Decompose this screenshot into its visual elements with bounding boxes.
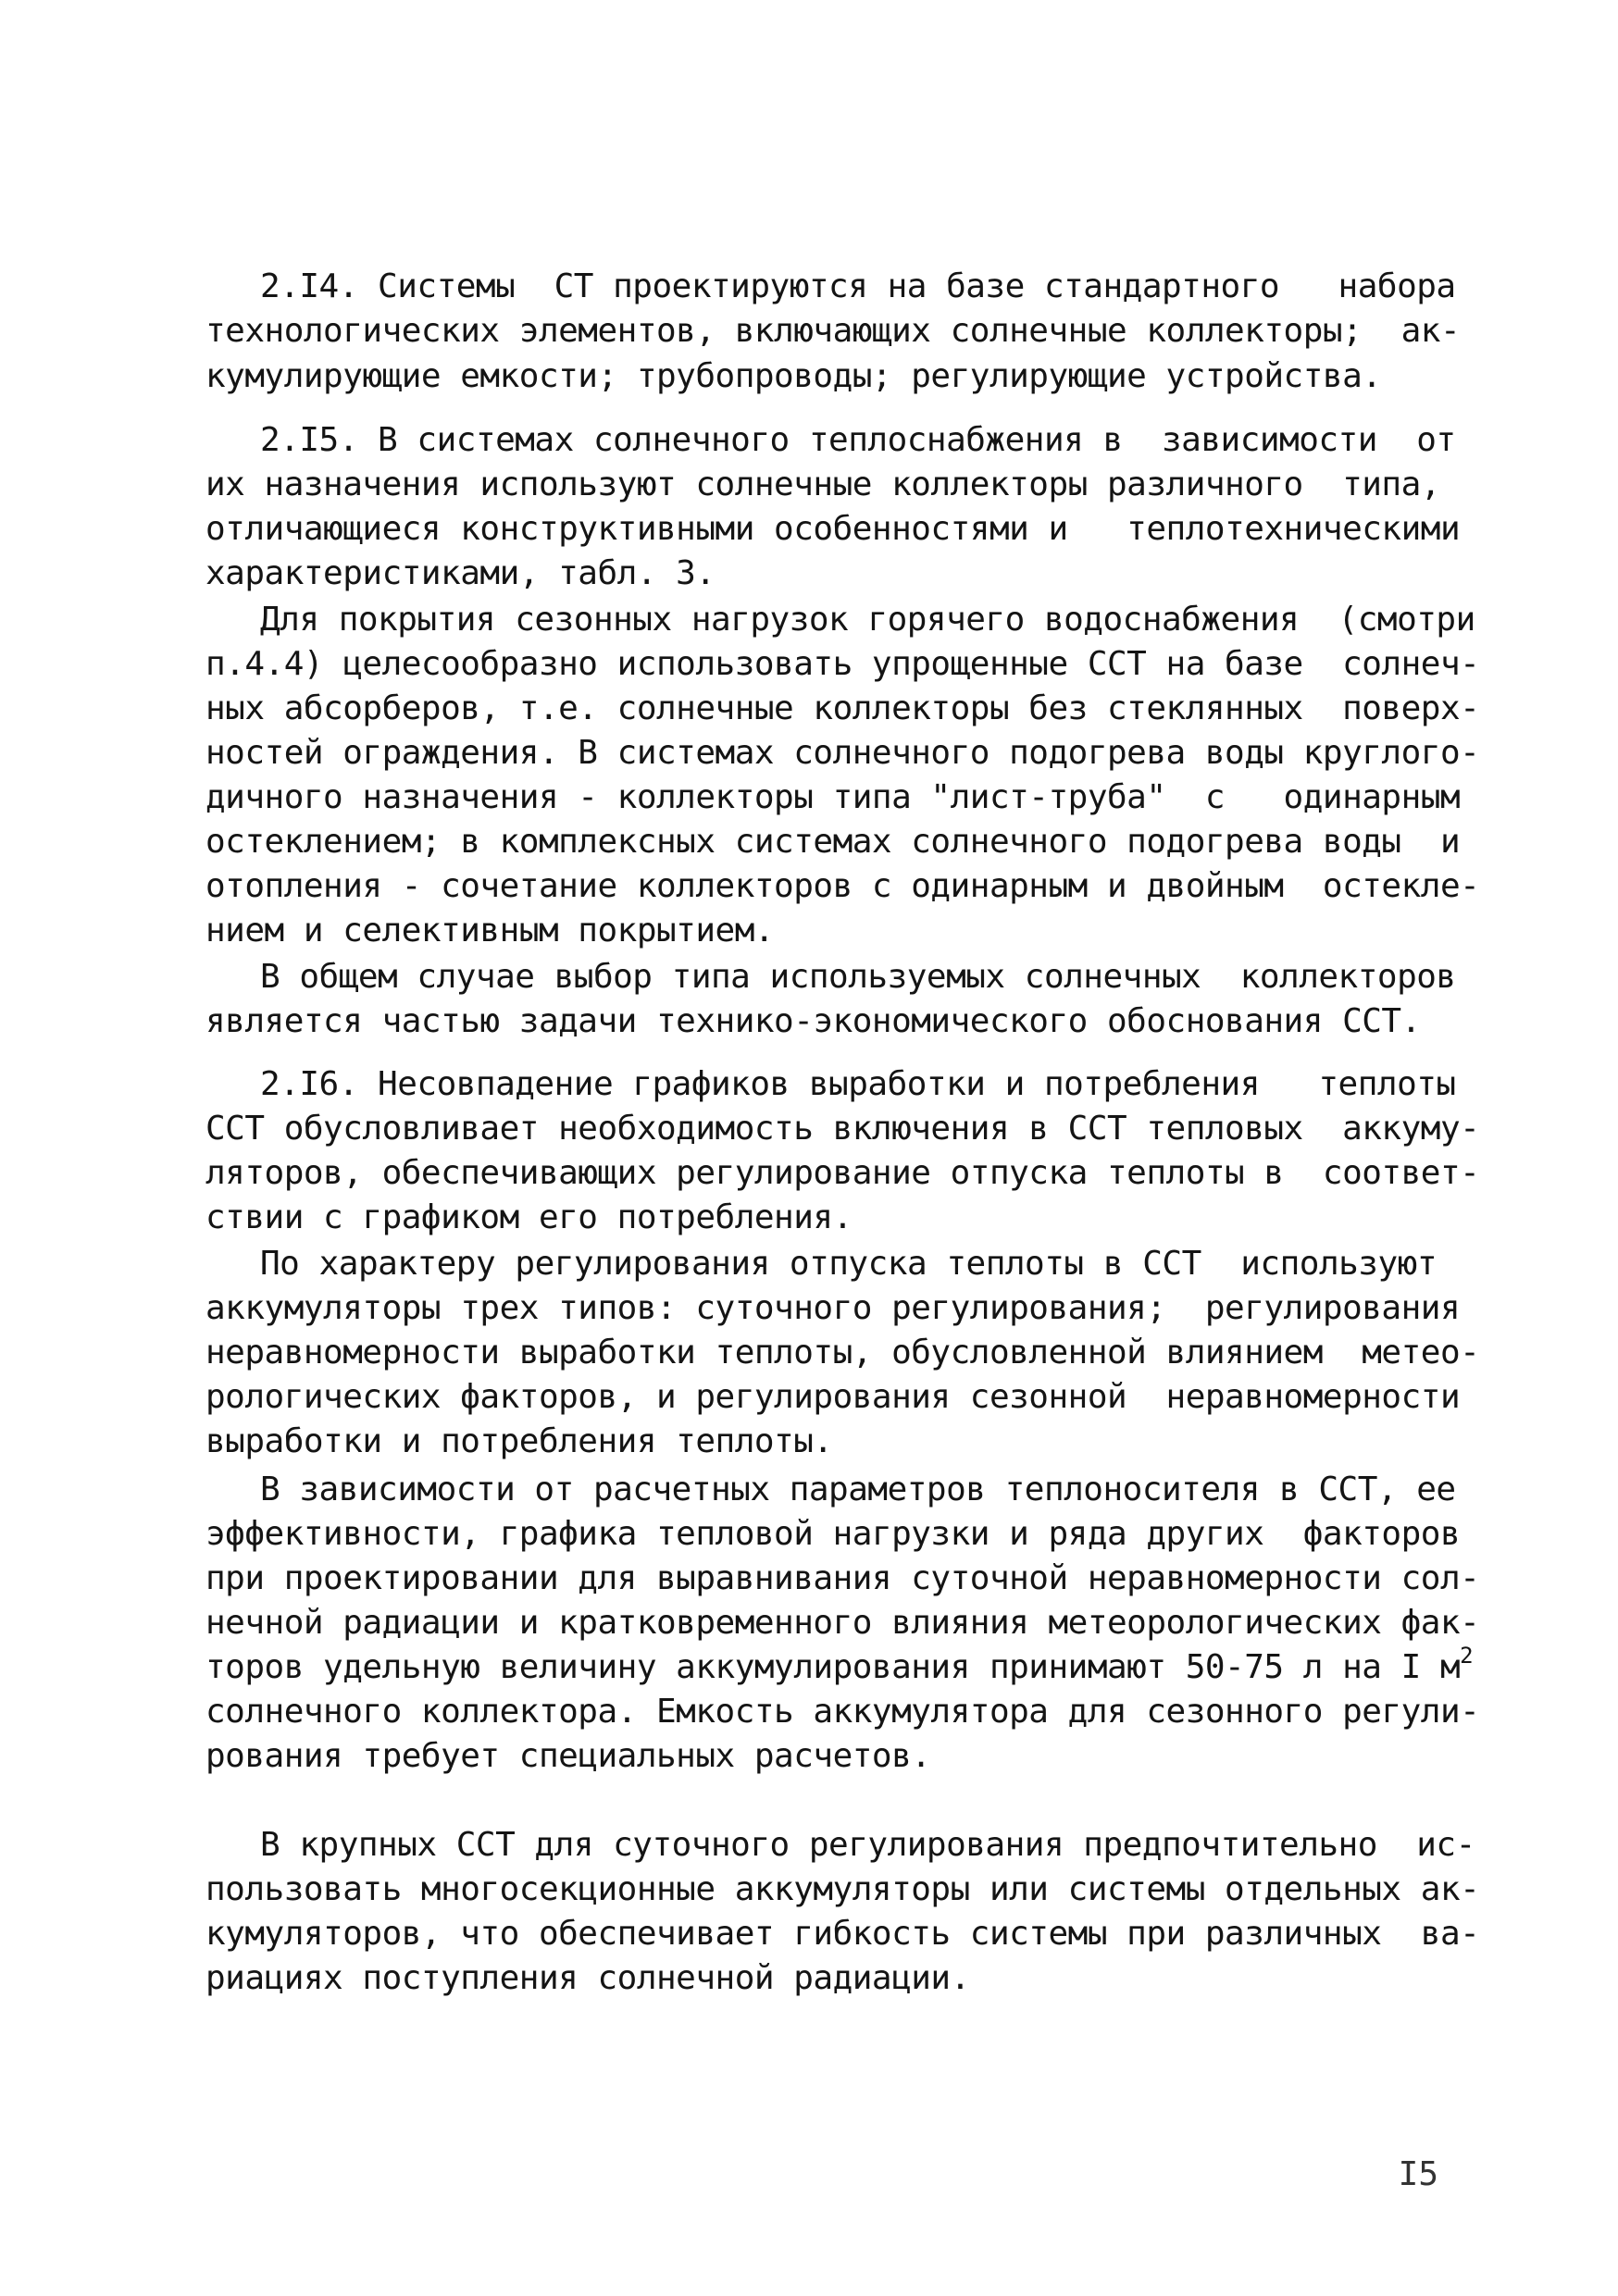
text-line: нечной радиации и кратковременного влияния метеорологических фак-: [205, 1604, 1480, 1642]
text-line: ляторов, обеспечивающих регулирование отпуска теплоты в соответ-: [205, 1154, 1480, 1192]
text-line: кумуляторов, что обеспечивает гибкость системы при различных ва-: [205, 1915, 1480, 1953]
text-line: В общем случае выбор типа используемых солнечных коллекторов: [260, 958, 1456, 996]
text-line: дичного назначения - коллекторы типа "лист-труба" с одинарным: [205, 778, 1461, 816]
text-line: неравномерности выработки теплоты, обусловленной влиянием метео-: [205, 1334, 1480, 1371]
text-line: является частью задачи технико-экономического обоснования ССТ.: [205, 1002, 1421, 1040]
text-line: рологических факторов, и регулирования сезонной неравномерности: [205, 1378, 1461, 1416]
text-line: солнечного коллектора. Емкость аккумулятора для сезонного регули-: [205, 1693, 1480, 1731]
text-line: остеклением; в комплексных системах солнечного подогрева воды и: [205, 823, 1461, 861]
text-line: ствии с графиком его потребления.: [205, 1198, 853, 1236]
text-line: эффективности, графика тепловой нагрузки и ряда других факторов: [205, 1515, 1461, 1553]
text-line: ностей ограждения. В системах солнечного подогрева воды круглого-: [205, 734, 1480, 772]
text-line: Для покрытия сезонных нагрузок горячего водоснабжения (смотри: [260, 601, 1475, 639]
text-line: В крупных ССТ для суточного регулирования предпочтительно ис-: [260, 1826, 1475, 1864]
text-line: ССТ обусловливает необходимость включения в ССТ тепловых аккуму-: [205, 1110, 1480, 1148]
text-line: 2.I4. Системы СТ проектируются на базе стандартного набора: [260, 267, 1456, 305]
text-line: выработки и потребления теплоты.: [205, 1422, 833, 1460]
text-line: рования требует специальных расчетов.: [205, 1737, 931, 1775]
text-line: технологических элементов, включающих солнечные коллекторы; ак-: [205, 312, 1461, 350]
text-line: характеристиками, табл. 3.: [205, 554, 716, 592]
text-line: п.4.4) целесообразно использовать упрощенные ССТ на базе солнеч-: [205, 645, 1480, 683]
text-line: 2.I6. Несовпадение графиков выработки и потребления теплоты: [260, 1065, 1456, 1103]
text-line: при проектировании для выравнивания суточной неравномерности сол-: [205, 1559, 1480, 1597]
text-line-with-superscript: [205, 1643, 1474, 1690]
text-line: отличающиеся конструктивными особенностями и теплотехническими: [205, 510, 1461, 548]
text-line: 2.I5. В системах солнечного теплоснабжения в зависимости от: [260, 421, 1456, 459]
text-line: пользовать многосекционные аккумуляторы или системы отдельных ак-: [205, 1870, 1480, 1908]
text-line: нием и селективным покрытием.: [205, 912, 775, 949]
text-line: риациях поступления солнечной радиации.: [205, 1959, 970, 1997]
text-span: торов удельную величину аккумулирования принимают 50-75 л на I м: [205, 1648, 1461, 1686]
text-line: По характеру регулирования отпуска теплоты в ССТ используют: [260, 1245, 1437, 1283]
text-line: отопления - сочетание коллекторов с одинарным и двойным остекле-: [205, 867, 1480, 905]
text-line: аккумуляторы трех типов: суточного регулирования; регулирования: [205, 1289, 1461, 1327]
text-line: ных абсорберов, т.е. солнечные коллекторы без стеклянных поверх-: [205, 689, 1480, 727]
text-line: В зависимости от расчетных параметров теплоносителя в ССТ, ее: [260, 1471, 1456, 1508]
text-line: их назначения используют солнечные коллекторы различного типа,: [205, 465, 1440, 503]
text-line: кумулирующие емкости; трубопроводы; регулирующие устройства.: [205, 357, 1382, 395]
superscript: 2: [1460, 1643, 1474, 1669]
page-number: I5: [1398, 2155, 1438, 2193]
